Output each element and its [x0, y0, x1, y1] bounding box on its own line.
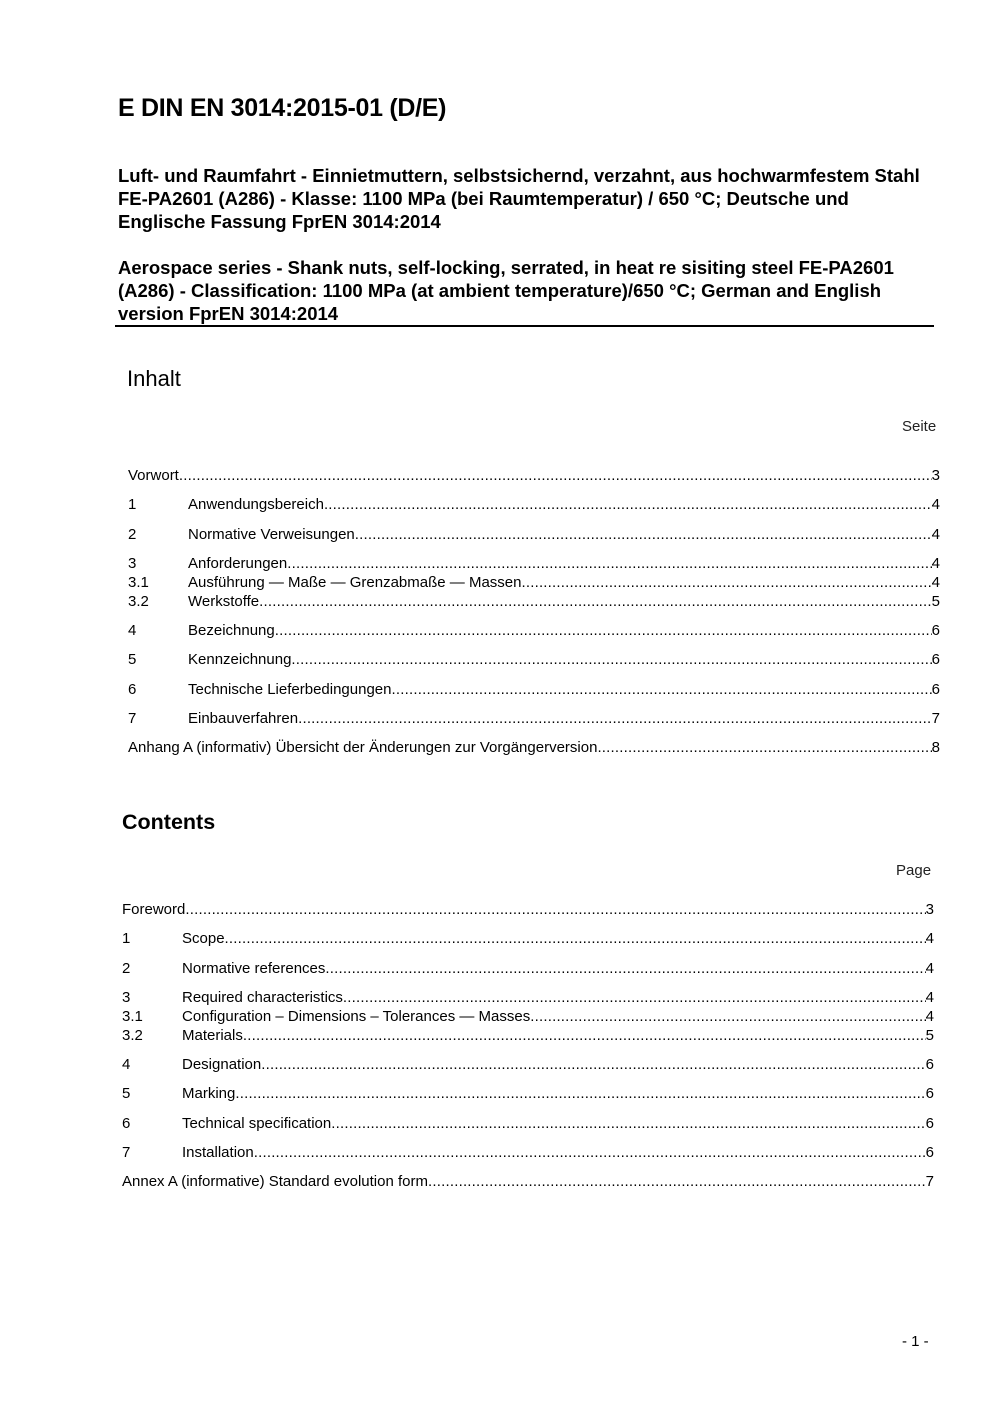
toc-entry-page: 3 — [931, 467, 940, 484]
toc-dot-leader — [185, 901, 925, 919]
toc-entry-page: 4 — [931, 496, 940, 513]
toc-entry[interactable] — [128, 467, 940, 485]
toc-dot-leader — [428, 1173, 926, 1191]
toc-dot-leader — [530, 1008, 925, 1026]
toc-dot-leader — [259, 593, 932, 611]
toc-dot-leader — [261, 1056, 925, 1074]
toc-entry-number: 5 — [122, 1085, 131, 1102]
toc-entry[interactable] — [122, 1115, 934, 1133]
toc-entry-title: Normative Verweisungen — [188, 526, 355, 543]
toc-entry-number: 4 — [128, 622, 137, 639]
toc-entry[interactable] — [122, 960, 934, 978]
toc-dot-leader — [597, 739, 931, 757]
document-title-german: Luft- und Raumfahrt - Einnietmuttern, selbstsichernd, verzahnt, aus hochwarmfestem Stahl FE-PA2601 (A286) - Klasse: 1100 MPa (bei Raumtemperatur) / 650 °C; Deutsche und Englische Fassung FprEN 3014:2014 — [118, 165, 920, 232]
toc-dot-leader — [235, 1085, 925, 1103]
toc-entry[interactable] — [128, 739, 940, 757]
toc-entry-page: 4 — [925, 989, 934, 1006]
toc-entry[interactable] — [128, 710, 940, 728]
toc-entry-number: 7 — [128, 710, 137, 727]
toc-entry-title: Einbauverfahren — [188, 710, 299, 727]
toc-entry-number: 1 — [128, 496, 137, 513]
toc-entry-title: Anforderungen — [188, 555, 288, 572]
toc-entry-number: 6 — [128, 681, 137, 698]
toc-entry-title: Materials — [182, 1027, 243, 1044]
toc-entry[interactable] — [122, 1027, 934, 1045]
toc-entry-title: Vorwort — [128, 467, 179, 484]
toc-entry[interactable] — [128, 574, 940, 592]
toc-entry-number: 3.1 — [122, 1008, 143, 1025]
toc-entry[interactable] — [128, 622, 940, 640]
toc-entry-page: 5 — [931, 593, 940, 610]
toc-entry-page: 6 — [925, 1056, 934, 1073]
document-title: E DIN EN 3014:2015-01 (D/E) — [118, 94, 447, 122]
toc-entry[interactable] — [128, 681, 940, 699]
toc-entry-title: Foreword — [122, 901, 186, 918]
toc-entry-page: 6 — [931, 622, 940, 639]
toc-dot-leader — [254, 1144, 926, 1162]
toc-entry-title: Annex A (informative) Standard evolution form — [122, 1173, 428, 1190]
toc-entry[interactable] — [122, 1173, 934, 1191]
toc-entry[interactable] — [122, 1008, 934, 1026]
toc-entry-title: Technische Lieferbedingungen — [188, 681, 392, 698]
toc-page-label-de: Seite — [902, 418, 937, 435]
toc-entry-title: Marking — [182, 1085, 236, 1102]
toc-entry-page: 6 — [931, 681, 940, 698]
toc-entry-number: 2 — [122, 960, 131, 977]
toc-entry-number: 2 — [128, 526, 137, 543]
toc-entry-number: 1 — [122, 930, 131, 947]
toc-entry[interactable] — [122, 1144, 934, 1162]
title-divider — [115, 325, 934, 327]
toc-entry-page: 4 — [931, 574, 940, 591]
toc-dot-leader — [225, 930, 926, 948]
toc-dot-leader — [325, 960, 925, 978]
toc-entry-title: Configuration – Dimensions – Tolerances — Masses — [182, 1008, 531, 1025]
toc-dot-leader — [291, 651, 931, 669]
toc-dot-leader — [343, 989, 926, 1007]
toc-entry[interactable] — [128, 555, 940, 573]
toc-page-label-en: Page — [896, 862, 932, 879]
toc-entry-title: Normative references — [182, 960, 326, 977]
toc-entry-page: 6 — [931, 651, 940, 668]
toc-entry[interactable] — [122, 1056, 934, 1074]
toc-entry-page: 4 — [925, 960, 934, 977]
toc-dot-leader — [392, 681, 932, 699]
toc-entry-page: 7 — [931, 710, 940, 727]
toc-entry-page: 4 — [925, 1008, 934, 1025]
toc-entry-page: 8 — [931, 739, 940, 756]
toc-dot-leader — [275, 622, 932, 640]
toc-entry-title: Scope — [182, 930, 225, 947]
toc-entry[interactable] — [128, 593, 940, 611]
toc-dot-leader — [243, 1027, 926, 1045]
toc-entry[interactable] — [122, 930, 934, 948]
toc-entry-title: Anwendungsbereich — [188, 496, 324, 513]
toc-entry-page: 4 — [931, 555, 940, 572]
toc-entry-title: Installation — [182, 1144, 254, 1161]
toc-entry-title: Bezeichnung — [188, 622, 275, 639]
toc-entry[interactable] — [128, 526, 940, 544]
toc-entry-page: 7 — [925, 1173, 934, 1190]
toc-entry-page: 6 — [925, 1115, 934, 1132]
toc-heading-en: Contents — [122, 810, 216, 834]
toc-entry-number: 6 — [122, 1115, 131, 1132]
page-number: - 1 - — [902, 1333, 929, 1350]
toc-entry-title: Designation — [182, 1056, 262, 1073]
toc-entry-page: 4 — [925, 930, 934, 947]
toc-entry-number: 5 — [128, 651, 137, 668]
toc-entry[interactable] — [122, 901, 934, 919]
toc-entry-number: 3 — [128, 555, 137, 572]
document-title-english: Aerospace series - Shank nuts, self-locking, serrated, in heat re sisiting steel FE-PA2601 (A286) - Classification: 1100 MPa (at ambient temperature)/650 °C; German and English version FprEN 3014:2014 — [118, 257, 894, 324]
toc-entry-number: 7 — [122, 1144, 131, 1161]
toc-entry-title: Anhang A (informativ) Übersicht der Änderungen zur Vorgängerversion — [128, 739, 598, 756]
toc-dot-leader — [179, 467, 932, 485]
toc-entry-page: 3 — [925, 901, 934, 918]
toc-entry-title: Kennzeichnung — [188, 651, 292, 668]
toc-dot-leader — [355, 526, 932, 544]
toc-entry[interactable] — [128, 496, 940, 514]
toc-dot-leader — [331, 1115, 925, 1133]
toc-entry-title: Werkstoffe — [188, 593, 260, 610]
toc-entry-page: 6 — [925, 1085, 934, 1102]
toc-entry-page: 6 — [925, 1144, 934, 1161]
toc-dot-leader — [521, 574, 931, 592]
toc-dot-leader — [324, 496, 932, 514]
toc-entry-title: Required characteristics — [182, 989, 343, 1006]
toc-dot-leader — [287, 555, 931, 573]
toc-entry[interactable] — [128, 651, 940, 669]
toc-heading-de: Inhalt — [127, 366, 181, 391]
toc-entry-title: Ausführung — Maße — Grenzabmaße — Massen — [188, 574, 522, 591]
toc-entry-number: 4 — [122, 1056, 131, 1073]
toc-entry-page: 4 — [931, 526, 940, 543]
toc-entry-title: Technical specification — [182, 1115, 332, 1132]
toc-entry[interactable] — [122, 989, 934, 1007]
toc-entry-page: 5 — [925, 1027, 934, 1044]
toc-dot-leader — [298, 710, 932, 728]
toc-entry-number: 3 — [122, 989, 131, 1006]
toc-entry-number: 3.2 — [122, 1027, 143, 1044]
toc-entry-number: 3.1 — [128, 574, 149, 591]
toc-entry-number: 3.2 — [128, 593, 149, 610]
toc-entry[interactable] — [122, 1085, 934, 1103]
